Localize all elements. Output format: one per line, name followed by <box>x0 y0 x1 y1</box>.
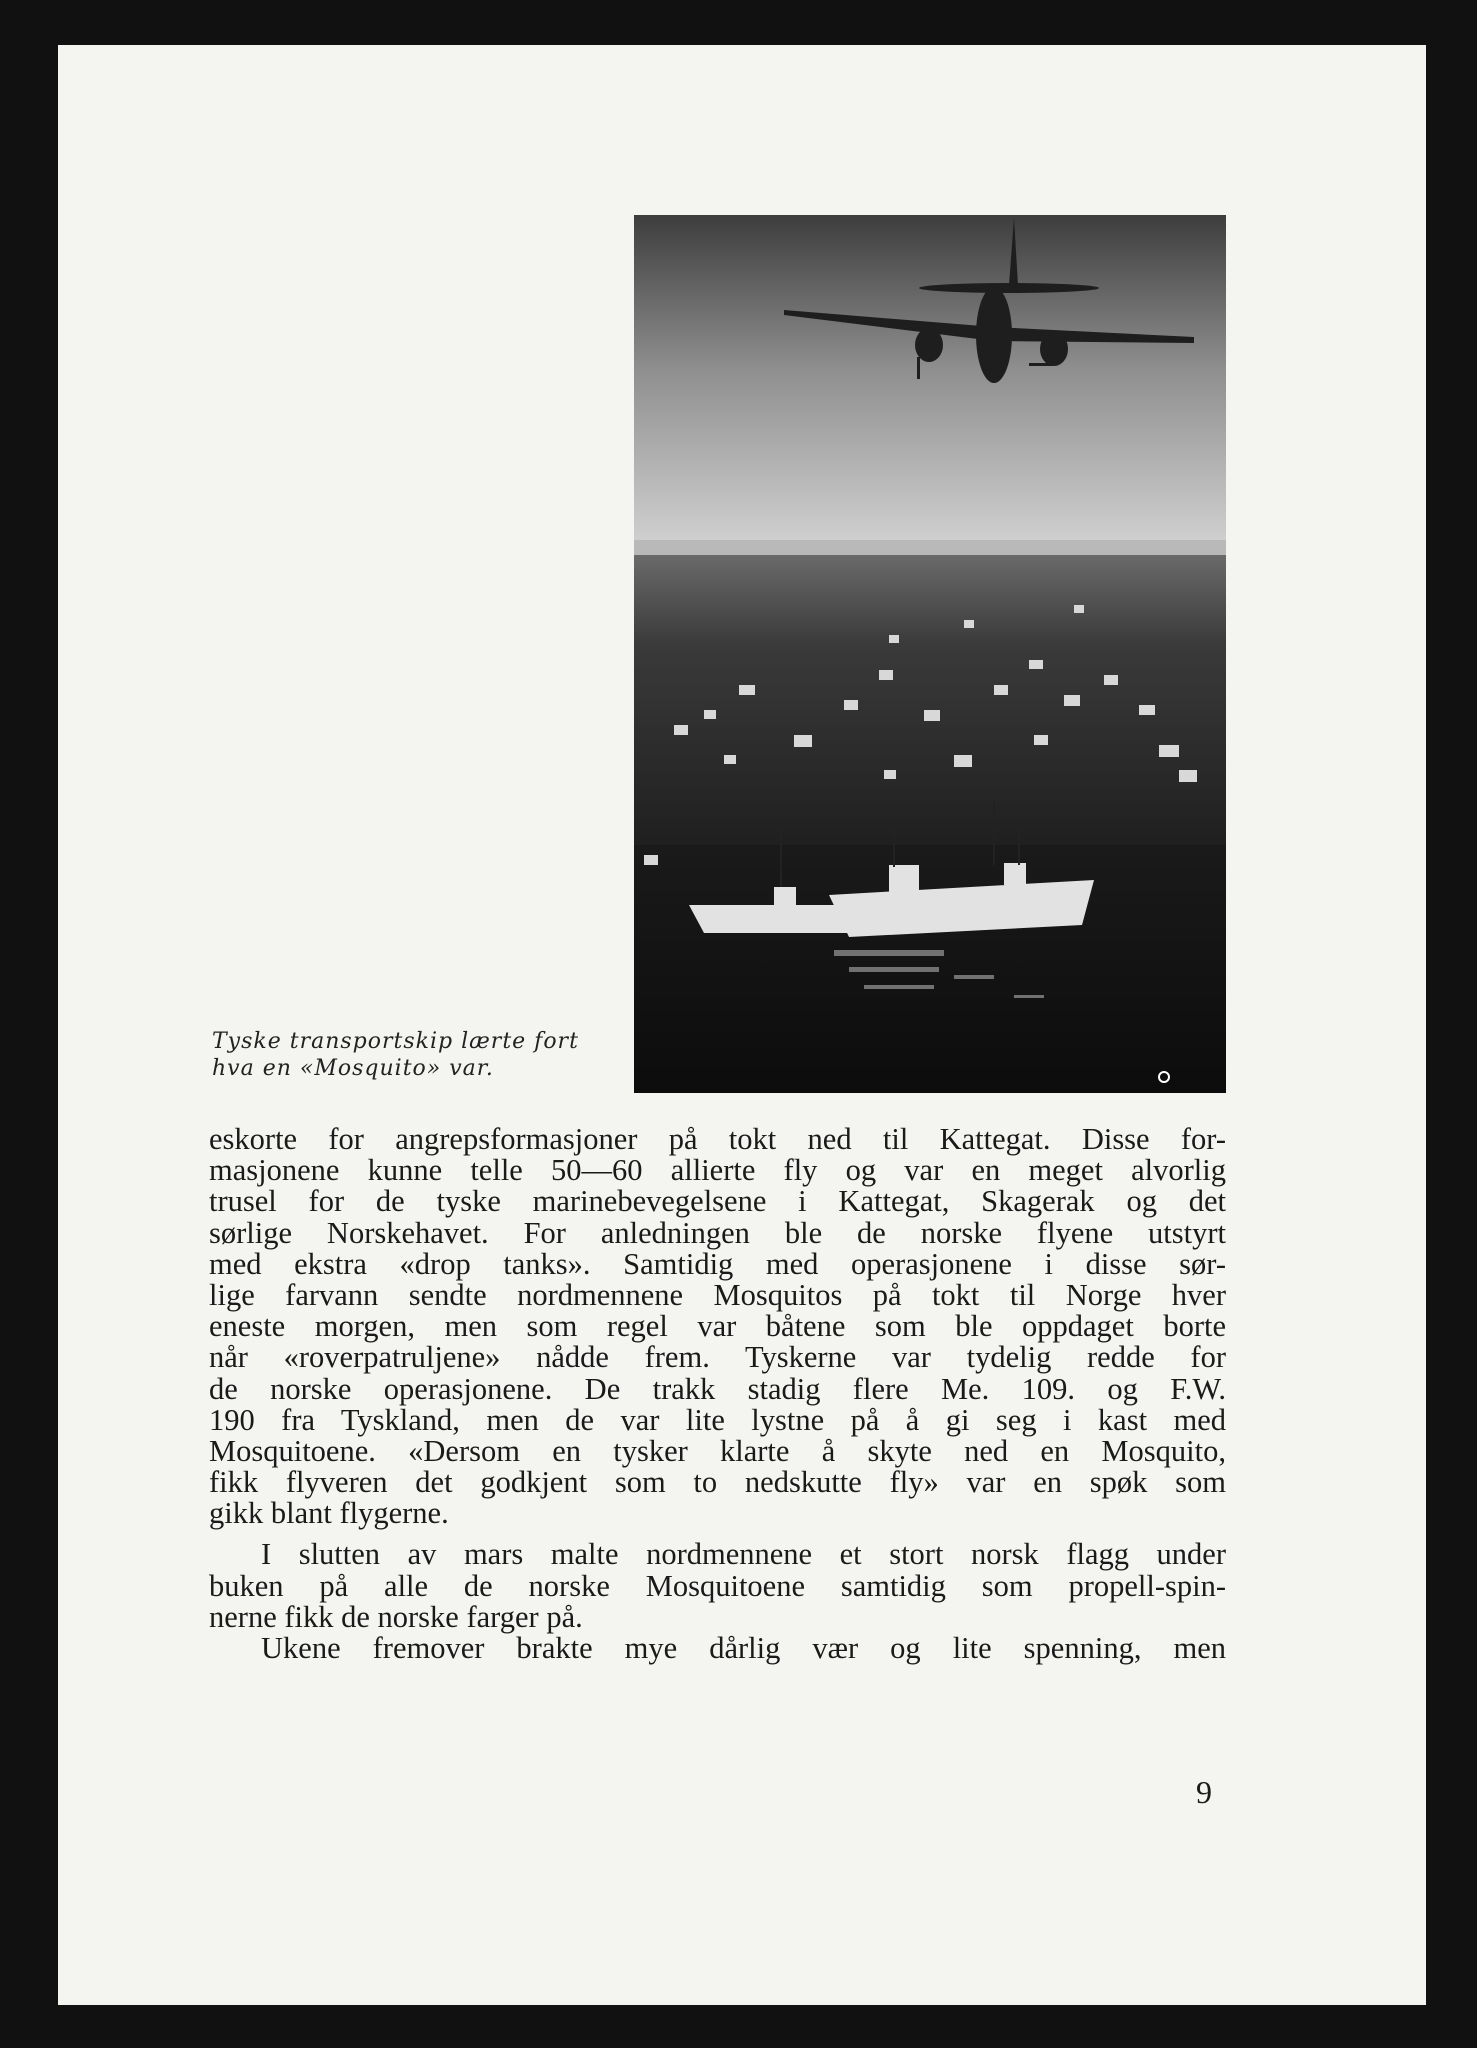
aircraft-over-ships-photo <box>634 215 1226 1093</box>
text-line: buken på alle de norske Mosquitoene samtidig som propell-spin- <box>209 1568 1226 1603</box>
text-line: Mosquitoene. «Dersom en tysker klarte å skyte ned en Mosquito, <box>209 1433 1226 1468</box>
text-line: I slutten av mars malte nordmennene et stort norsk flagg under <box>261 1537 1226 1572</box>
text-line: Ukene fremover brakte mye dårlig vær og lite spenning, men <box>261 1631 1226 1665</box>
body-text <box>209 1124 1226 1664</box>
text-line: nerne fikk de norske farger på. <box>209 1599 583 1634</box>
text-line: med ekstra «drop tanks». Samtidig med operasjonene i disse sør- <box>209 1246 1226 1281</box>
text-line: eskorte for angrepsformasjoner på tokt ned til Kattegat. Disse for- <box>209 1122 1226 1156</box>
text-line: 190 fra Tyskland, men de var lite lystne på å gi seg i kast med <box>209 1402 1226 1437</box>
text-line: når «roverpatruljene» nådde frem. Tyskerne var tydelig redde for <box>209 1340 1226 1375</box>
caption-line: hva en «Mosquito» var. <box>212 1056 494 1081</box>
page-number: 9 <box>1196 1774 1212 1810</box>
text-line: sørlige Norskehavet. For anledningen ble de norske flyene utstyrt <box>209 1215 1226 1250</box>
text-line: eneste morgen, men som regel var båtene som ble oppdaget borte <box>209 1309 1226 1344</box>
photo-caption <box>212 1028 602 1082</box>
text-line: fikk flyveren det godkjent som to nedskutte fly» var en spøk som <box>209 1465 1226 1500</box>
text-line: lige farvann sendte nordmennene Mosquitos på tokt til Norge hver <box>209 1277 1226 1312</box>
text-line: masjonene kunne telle 50—60 allierte fly og var en meget alvorlig <box>209 1153 1226 1188</box>
text-line: gikk blant flygerne. <box>209 1496 449 1531</box>
text-line: de norske operasjonene. De trakk stadig flere Me. 109. og F.W. <box>209 1371 1226 1406</box>
text-line: trusel for de tyske marinebevegelsene i Kattegat, Skagerak og det <box>209 1184 1226 1219</box>
aircraft-over-ships-photo-icon <box>634 215 1226 1093</box>
caption-line: Tyske transportskip lærte fort <box>212 1029 579 1054</box>
